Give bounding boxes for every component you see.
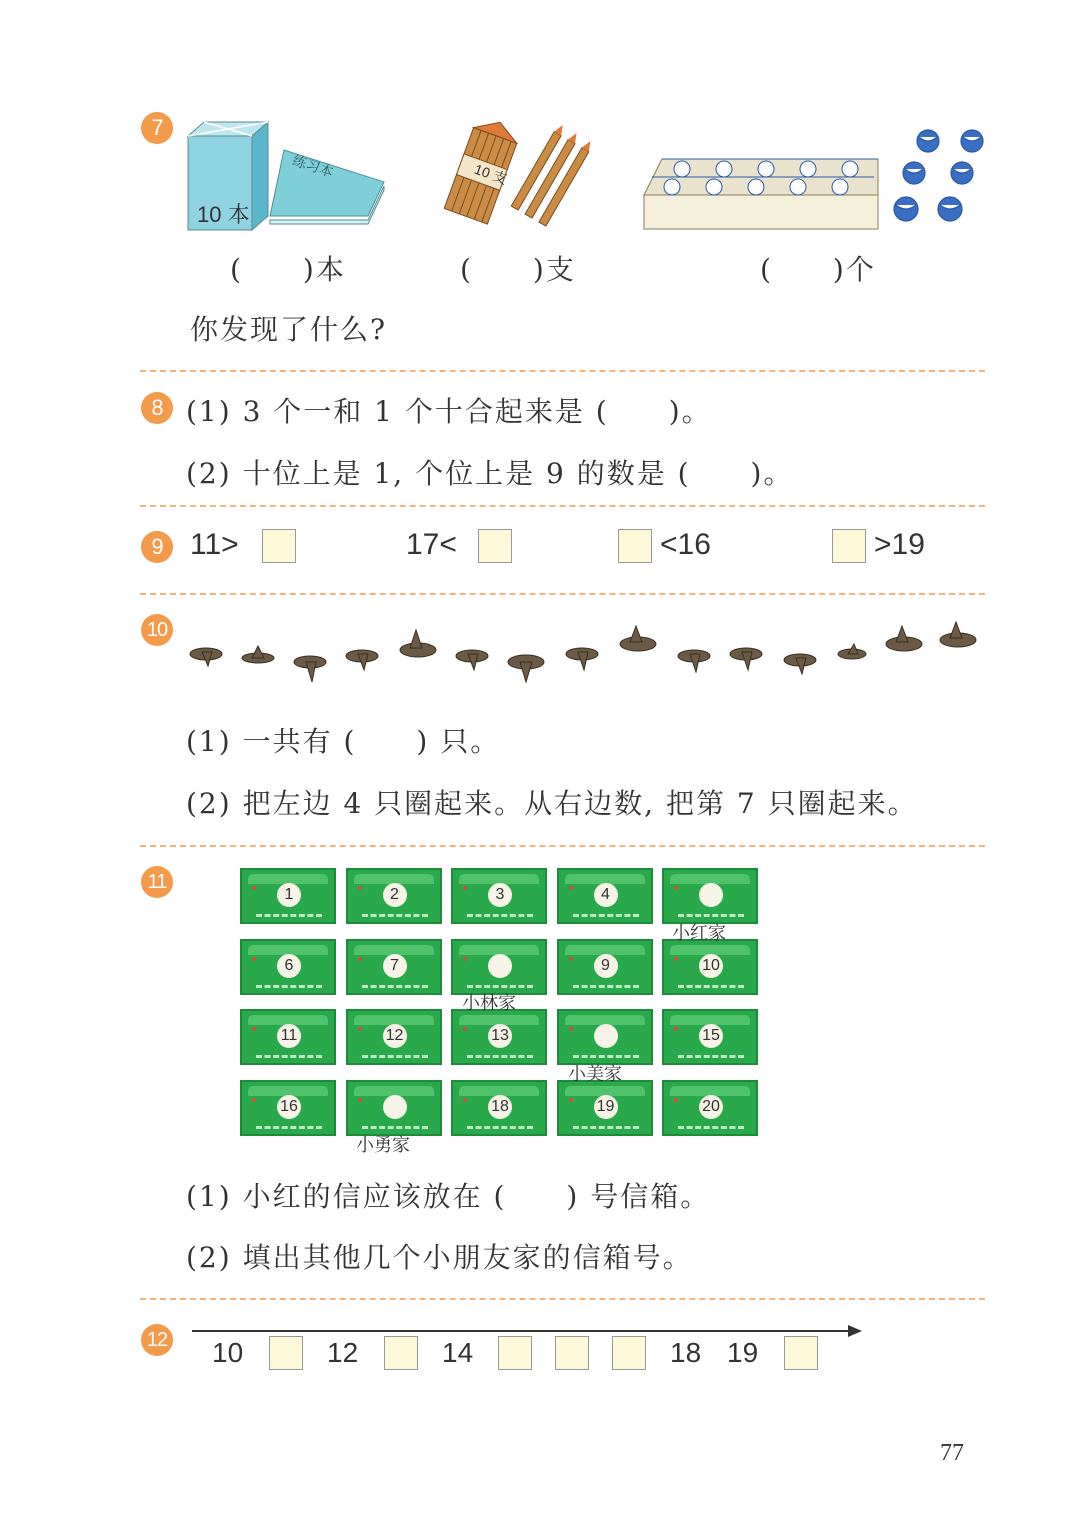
mailbox-6	[240, 939, 336, 995]
mailbox-slot-dot	[252, 957, 256, 961]
mailbox-slot-dot	[674, 1098, 678, 1102]
mailbox-slot-dot	[358, 1098, 362, 1102]
mailbox-slot-dot	[463, 886, 467, 890]
mailbox-slot-dot	[674, 886, 678, 890]
mailbox-slot-dot	[674, 957, 678, 961]
mailbox-stripe	[678, 914, 744, 917]
mailbox-stripe	[362, 914, 428, 917]
mailbox-number: 1	[277, 883, 301, 907]
mailbox-19	[557, 1080, 653, 1136]
number-line-12: 12	[327, 1337, 359, 1368]
mailbox-number: 16	[277, 1095, 301, 1119]
mailbox-stripe	[256, 914, 322, 917]
number-line-box-11[interactable]	[269, 1336, 303, 1370]
mailbox-slot-dot	[252, 1027, 256, 1031]
mailbox-lid	[354, 945, 434, 955]
mailbox-number: 12	[383, 1024, 407, 1048]
ball-box-image	[642, 125, 992, 233]
mailbox-stripe	[467, 914, 533, 917]
question-7-prompt: 你发现了什么?	[190, 313, 388, 346]
mailbox-stripe	[467, 985, 533, 988]
separator-5	[140, 1298, 985, 1300]
mailbox-number: 13	[488, 1024, 512, 1048]
mailbox-slot-dot	[463, 1027, 467, 1031]
mailbox-14	[557, 1009, 653, 1065]
question-11-badge: 11	[141, 866, 173, 898]
comparison-3-answer-box[interactable]	[618, 529, 652, 563]
mailbox-stripe	[678, 1055, 744, 1058]
number-line-box-16[interactable]	[555, 1336, 589, 1370]
mailbox-20	[662, 1080, 758, 1136]
mailbox-lid	[354, 1086, 434, 1096]
mailbox-slot-dot	[358, 957, 362, 961]
question-7-badge: 7	[141, 112, 173, 144]
blank-pencils: ( )支	[460, 253, 576, 286]
mailbox-18	[451, 1080, 547, 1136]
blank-balls: ( )个	[760, 253, 876, 286]
mailbox-number: 2	[383, 883, 407, 907]
mailbox-2	[346, 868, 442, 924]
pencil-bundle-label: 10 支	[472, 160, 510, 188]
mailbox-lid	[565, 1086, 645, 1096]
mailbox-10	[662, 939, 758, 995]
mailbox-stripe	[256, 1126, 322, 1129]
label-xiaohong-home: 小红家	[672, 923, 726, 944]
number-line-18: 18	[670, 1337, 702, 1368]
comparison-1-text: 11>	[190, 528, 239, 561]
mailbox-slot-dot	[358, 1027, 362, 1031]
page-number: 77	[940, 1440, 964, 1466]
comparison-2-answer-box[interactable]	[478, 529, 512, 563]
label-xiaoyong-home: 小勇家	[356, 1135, 410, 1156]
mailbox-number: 20	[699, 1095, 723, 1119]
mailbox-15	[662, 1009, 758, 1065]
separator-2	[140, 505, 985, 507]
book-stack-label: 10 本	[197, 202, 250, 227]
question-10-line-1: (1) 一共有 ( ) 只。	[186, 725, 501, 758]
separator-4	[140, 845, 985, 847]
number-line-14: 14	[442, 1337, 474, 1368]
mailbox-stripe	[362, 985, 428, 988]
question-8-badge: 8	[141, 392, 173, 424]
mailbox-number-blank[interactable]	[383, 1095, 407, 1119]
mailbox-stripe	[467, 1126, 533, 1129]
pencil-bundle-image	[444, 120, 594, 230]
mailbox-slot-dot	[569, 957, 573, 961]
mailbox-slot-dot	[569, 1098, 573, 1102]
question-8-line-2: (2) 十位上是 1, 个位上是 9 的数是 ( )。	[186, 457, 794, 490]
question-10-badge: 10	[141, 614, 173, 646]
mailbox-stripe	[573, 1126, 639, 1129]
geese-row-image	[186, 618, 986, 688]
mailbox-slot-dot	[252, 1098, 256, 1102]
mailbox-9	[557, 939, 653, 995]
notebook-label: 练习本	[290, 152, 336, 182]
mailbox-number: 7	[383, 954, 407, 978]
mailbox-11	[240, 1009, 336, 1065]
question-12-badge: 12	[141, 1324, 173, 1356]
comparison-4-text: >19	[874, 528, 925, 561]
mailbox-number-blank[interactable]	[699, 883, 723, 907]
mailbox-number: 10	[699, 954, 723, 978]
comparison-4-answer-box[interactable]	[832, 529, 866, 563]
mailbox-stripe	[678, 1126, 744, 1129]
mailbox-number-blank[interactable]	[488, 954, 512, 978]
mailbox-stripe	[678, 985, 744, 988]
mailbox-slot-dot	[569, 886, 573, 890]
label-xiaolin-home: 小林家	[462, 993, 516, 1014]
number-line-box-17[interactable]	[612, 1336, 646, 1370]
number-line-box-13[interactable]	[384, 1336, 418, 1370]
label-xiaomei-home: 小美家	[568, 1064, 622, 1085]
mailbox-16	[240, 1080, 336, 1136]
mailbox-17	[346, 1080, 442, 1136]
mailbox-slot-dot	[463, 1098, 467, 1102]
mailbox-number: 9	[594, 954, 618, 978]
mailbox-stripe	[256, 1055, 322, 1058]
mailbox-12	[346, 1009, 442, 1065]
separator-1	[140, 370, 985, 372]
separator-3	[140, 593, 985, 595]
mailbox-3	[451, 868, 547, 924]
mailbox-number: 6	[277, 954, 301, 978]
comparison-3-text: <16	[660, 528, 711, 561]
mailbox-stripe	[573, 914, 639, 917]
mailbox-13	[451, 1009, 547, 1065]
number-line-box-20[interactable]	[784, 1336, 818, 1370]
mailbox-8	[451, 939, 547, 995]
question-9-badge: 9	[141, 531, 173, 563]
mailbox-stripe	[256, 985, 322, 988]
comparison-1-answer-box[interactable]	[262, 529, 296, 563]
mailbox-number: 11	[277, 1024, 301, 1048]
mailbox-number: 15	[699, 1024, 723, 1048]
mailbox-slot-dot	[358, 886, 362, 890]
mailbox-number: 4	[594, 883, 618, 907]
mailbox-1	[240, 868, 336, 924]
comparison-2-text: 17<	[406, 528, 457, 561]
mailbox-number: 3	[488, 883, 512, 907]
mailbox-4	[557, 868, 653, 924]
mailbox-lid	[565, 945, 645, 955]
mailbox-slot-dot	[252, 886, 256, 890]
question-11-line-1: (1) 小红的信应该放在 ( ) 号信箱。	[186, 1180, 711, 1213]
mailbox-number-blank[interactable]	[594, 1024, 618, 1048]
number-line-10: 10	[212, 1337, 244, 1368]
question-11-line-2: (2) 填出其他几个小朋友家的信箱号。	[186, 1241, 693, 1274]
mailbox-stripe	[362, 1126, 428, 1129]
mailbox-stripe	[573, 985, 639, 988]
number-line-box-15[interactable]	[498, 1336, 532, 1370]
mailbox-stripe	[573, 1055, 639, 1058]
mailbox-7	[346, 939, 442, 995]
mailbox-slot-dot	[569, 1027, 573, 1031]
mailbox-stripe	[467, 1055, 533, 1058]
mailbox-slot-dot	[674, 1027, 678, 1031]
mailbox-number: 18	[488, 1095, 512, 1119]
mailbox-stripe	[362, 1055, 428, 1058]
mailbox-slot-dot	[463, 957, 467, 961]
question-8-line-1: (1) 3 个一和 1 个十合起来是 ( )。	[186, 395, 712, 428]
number-line-19: 19	[727, 1337, 759, 1368]
question-10-line-2: (2) 把左边 4 只圈起来。从右边数, 把第 7 只圈起来。	[186, 787, 918, 820]
blank-books: ( )本	[230, 253, 346, 286]
mailbox-5	[662, 868, 758, 924]
mailbox-number: 19	[594, 1095, 618, 1119]
